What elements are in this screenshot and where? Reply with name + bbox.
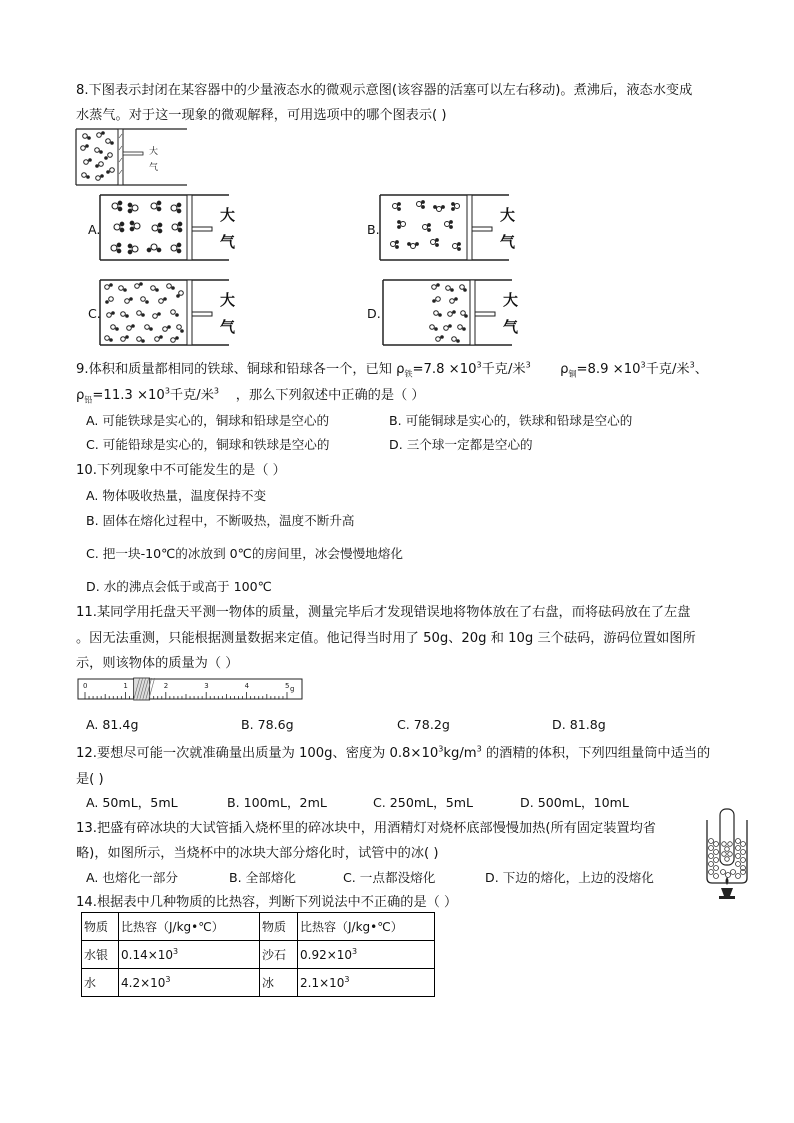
beaker-test-tube-diagram: [703, 808, 751, 900]
table-cell: 沙石: [260, 941, 298, 969]
container-diagram-a[interactable]: [99, 194, 234, 264]
q13-line2: 略)，如图所示，当烧杯中的冰块大部分熔化时，试管中的冰( ): [76, 846, 439, 861]
container-diagram-b[interactable]: [379, 194, 514, 264]
q12-option-c[interactable]: C. 250mL，5mL: [373, 795, 474, 810]
q13-option-c[interactable]: C. 一点都没熔化: [343, 870, 436, 885]
table-cell: 冰: [260, 969, 298, 997]
atm-label-d-1: 大: [503, 291, 519, 309]
atm-label-a-2: 气: [220, 233, 236, 251]
table-cell: $4.2\times 10^3$: [119, 969, 260, 997]
q9-option-a[interactable]: A. 可能铁球是实心的，铜球和铅球是空心的: [86, 413, 330, 428]
q10-stem: 10.下列现象中不可能发生的是（ ）: [76, 463, 286, 478]
table-header: 物质: [260, 913, 298, 941]
q14-stem: 14.根据表中几种物质的比热容，判断下列说法中不正确的是（ ）: [76, 895, 458, 910]
table-cell: $2.1\times 10^3$: [298, 969, 435, 997]
q10-option-b[interactable]: B. 固体在熔化过程中，不断吸热，温度不断升高: [86, 513, 355, 528]
atm-label-small-1: 大: [149, 147, 159, 157]
q12-line1: 12.要想尽可能一次就准确量出质量为 100g、密度为 $0.8\times 10^3kg/m^3$ 的酒精的体积，下列四组量筒中适当的: [76, 744, 711, 761]
q9-option-d[interactable]: D. 三个球一定都是空心的: [389, 437, 533, 452]
table-row: [82, 969, 435, 997]
balance-ruler: [77, 677, 305, 703]
q12-option-d[interactable]: D. 500mL，10mL: [520, 795, 629, 810]
q11-option-a[interactable]: A. 81.4g: [86, 717, 139, 732]
q9-line1: 9.体积和质量都相同的铁球、铜球和铅球各一个，已知 $\rho_铁=7.8 \times 10^3$千克/米$^3$ $\rho_铜=8.9 \times 10^3$千克/米$^3$、: [76, 360, 708, 379]
q10-option-c[interactable]: C. 把一块-10℃的冰放到 0℃的房间里，冰会慢慢地熔化: [86, 546, 403, 561]
q10-option-d[interactable]: D. 水的沸点会低于或高于 100℃: [86, 579, 272, 594]
table-header-row: [82, 913, 435, 941]
q13-line1: 13.把盛有碎冰块的大试管插入烧杯里的碎冰块中，用酒精灯对烧杯底部慢慢加热(所有固定装置均省: [76, 821, 656, 836]
q8-line2: 水蒸气。对于这一现象的微观解释，可用选项中的哪个图表示( ): [76, 108, 447, 123]
q10-option-a[interactable]: A. 物体吸收热量，温度保持不变: [86, 488, 267, 503]
container-diagram-c[interactable]: [99, 279, 234, 349]
table-cell: 水银: [82, 941, 119, 969]
q11-option-b[interactable]: B. 78.6g: [241, 717, 294, 732]
ruler-label: 4: [244, 682, 250, 690]
ruler-label: 3: [204, 682, 209, 690]
atm-label-c-2: 气: [220, 318, 236, 336]
atm-label-b-1: 大: [500, 206, 516, 224]
ruler-label: 0: [83, 682, 88, 690]
table-cell: $0.92\times 10^3$: [298, 941, 435, 969]
q12-option-b[interactable]: B. 100mL，2mL: [227, 795, 327, 810]
q8-line1: 8.下图表示封闭在某容器中的少量液态水的微观示意图(该容器的活塞可以左右移动)。煮沸后，液态水变成: [76, 83, 693, 98]
table-cell: $0.14\times 10^3$: [119, 941, 260, 969]
container-diagram-original: [75, 128, 190, 188]
q8-option-d-label[interactable]: D.: [367, 306, 381, 321]
ruler-unit: g: [290, 685, 295, 693]
q11-line2: 。因无法重测，只能根据测量数据来定值。他记得当时用了 50g、20g 和 10g 三个砝码，游码位置如图所: [76, 631, 696, 646]
specific-heat-table: [81, 912, 435, 997]
table-header: 比热容（J/kg•℃）: [119, 913, 260, 941]
table-row: [82, 941, 435, 969]
q8-option-c-label[interactable]: C.: [88, 306, 101, 321]
q9-option-c[interactable]: C. 可能铅球是实心的，铜球和铁球是空心的: [86, 437, 330, 452]
q12-line2: 是( ): [76, 772, 104, 787]
atm-label-b-2: 气: [500, 233, 516, 251]
q11-option-d[interactable]: D. 81.8g: [552, 717, 606, 732]
q13-option-d[interactable]: D. 下边的熔化，上边的没熔化: [485, 870, 654, 885]
ruler-label: 5: [285, 682, 290, 690]
q13-option-a[interactable]: A. 也熔化一部分: [86, 870, 178, 885]
q12-option-a[interactable]: A. 50mL，5mL: [86, 795, 178, 810]
q11-line3: 示，则该物体的质量为（ ）: [76, 656, 239, 671]
atm-label-c-1: 大: [220, 291, 236, 309]
atm-label-d-2: 气: [503, 318, 519, 336]
q11-line1: 11.某同学用托盘天平测一物体的质量，测量完毕后才发现错误地将物体放在了右盘，而将砝码放在了左盘: [76, 605, 691, 620]
table-header: 物质: [82, 913, 119, 941]
table-header: 比热容（J/kg•℃）: [298, 913, 435, 941]
q8-option-a-label[interactable]: A.: [88, 222, 101, 237]
ruler-label: 1: [123, 682, 128, 690]
ruler-label: 2: [163, 682, 169, 690]
container-diagram-d[interactable]: [382, 279, 517, 349]
atm-label-a-1: 大: [220, 206, 236, 224]
q9-line2: $\rho_铅=11.3 \times 10^3$千克/米$^3$ ，那么下列叙述中正确的是（ ）: [76, 386, 425, 405]
q8-option-b-label[interactable]: B.: [367, 222, 380, 237]
q11-option-c[interactable]: C. 78.2g: [397, 717, 450, 732]
table-cell: 水: [82, 969, 119, 997]
q13-option-b[interactable]: B. 全部熔化: [229, 870, 297, 885]
atm-label-small-2: 气: [149, 163, 159, 173]
q9-option-b[interactable]: B. 可能铜球是实心的，铁球和铅球是空心的: [389, 413, 633, 428]
